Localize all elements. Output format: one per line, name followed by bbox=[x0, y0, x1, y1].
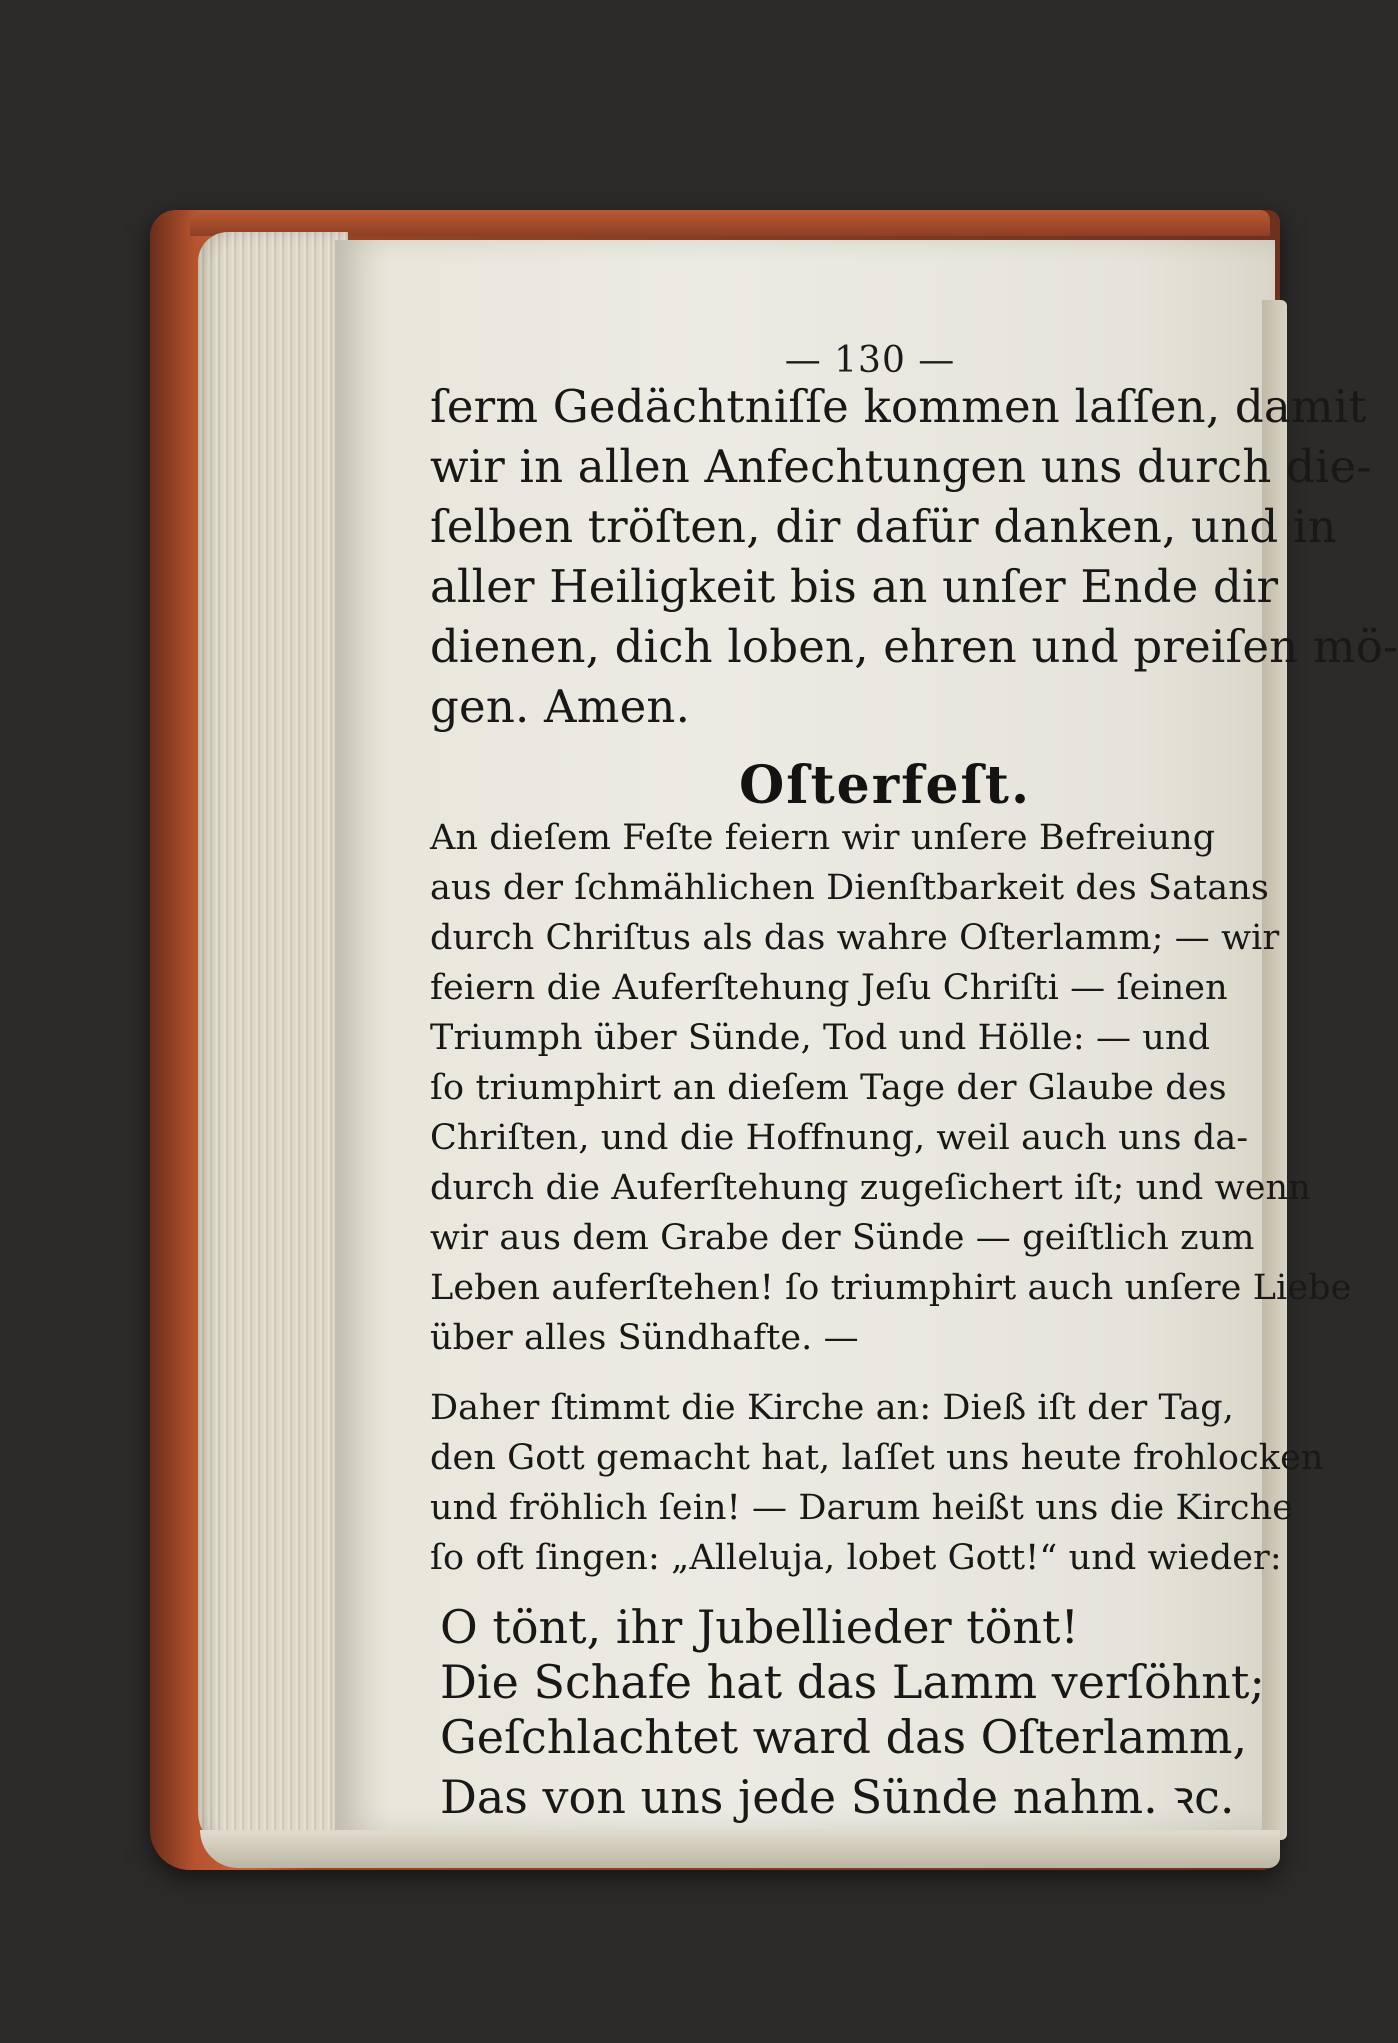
page-number: — 130 — bbox=[784, 340, 956, 381]
paragraph-line: aus der ſchmählichen Dienſtbarkeit des Satans bbox=[430, 868, 1269, 908]
intro-line: dienen, dich loben, ehren und preiſen mö- bbox=[430, 620, 1398, 673]
paragraph-line: wir aus dem Grabe der Sünde — geiſtlich zum bbox=[430, 1218, 1255, 1258]
page-stack-edges bbox=[198, 232, 348, 1852]
paragraph-line: An dieſem Feſte feiern wir unſere Befreiung bbox=[430, 818, 1216, 858]
paragraph-line: Triumph über Sünde, Tod und Hölle: — und bbox=[430, 1018, 1211, 1058]
intro-line: ſerm Gedächtniſſe kommen laſſen, damit bbox=[430, 380, 1367, 433]
paragraph-line: feiern die Auferſtehung Jeſu Chriſti — ſeinen bbox=[430, 968, 1228, 1008]
book-cover-top-edge bbox=[190, 210, 1270, 236]
hymn-line: Geſchlachtet ward das Oſterlamm, bbox=[440, 1710, 1248, 1764]
paragraph-line: ſo triumphirt an dieſem Tage der Glaube des bbox=[430, 1068, 1227, 1108]
paragraph-line: und fröhlich ſein! — Darum heißt uns die Kirche bbox=[430, 1488, 1294, 1528]
intro-line: gen. Amen. bbox=[430, 680, 691, 733]
intro-line: ſelben tröſten, dir dafür danken, und in bbox=[430, 500, 1337, 553]
paragraph-line: Leben auferſtehen! ſo triumphirt auch unſere Liebe bbox=[430, 1268, 1352, 1308]
paragraph-line: durch die Auferſtehung zugeſichert iſt; und wenn bbox=[430, 1168, 1311, 1208]
intro-line: aller Heiligkeit bis an unſer Ende dir bbox=[430, 560, 1279, 613]
paragraph-line: ſo oft ſingen: „Alleluja, lobet Gott!“ und wieder: bbox=[430, 1538, 1282, 1578]
hymn-line: Das von uns jede Sünde nahm. ꝛc. bbox=[440, 1770, 1235, 1824]
paragraph-line: den Gott gemacht hat, laſſet uns heute frohlocken bbox=[430, 1438, 1324, 1478]
hymn-line: Die Schafe hat das Lamm verſöhnt; bbox=[440, 1655, 1265, 1709]
intro-line: wir in allen Anfechtungen uns durch die- bbox=[430, 440, 1372, 493]
paragraph-line: Daher ſtimmt die Kirche an: Dieß iſt der Tag, bbox=[430, 1388, 1234, 1428]
paragraph-line: durch Chriſtus als das wahre Oſterlamm; — wir bbox=[430, 918, 1280, 958]
section-heading: Oſterfeſt. bbox=[738, 755, 1032, 816]
page-bottom-edge bbox=[200, 1830, 1280, 1868]
paragraph-line: über alles Sündhafte. — bbox=[430, 1318, 859, 1358]
hymn-line: O tönt, ihr Jubellieder tönt! bbox=[440, 1600, 1079, 1654]
paragraph-line: Chriſten, und die Hoffnung, weil auch uns da- bbox=[430, 1118, 1249, 1158]
